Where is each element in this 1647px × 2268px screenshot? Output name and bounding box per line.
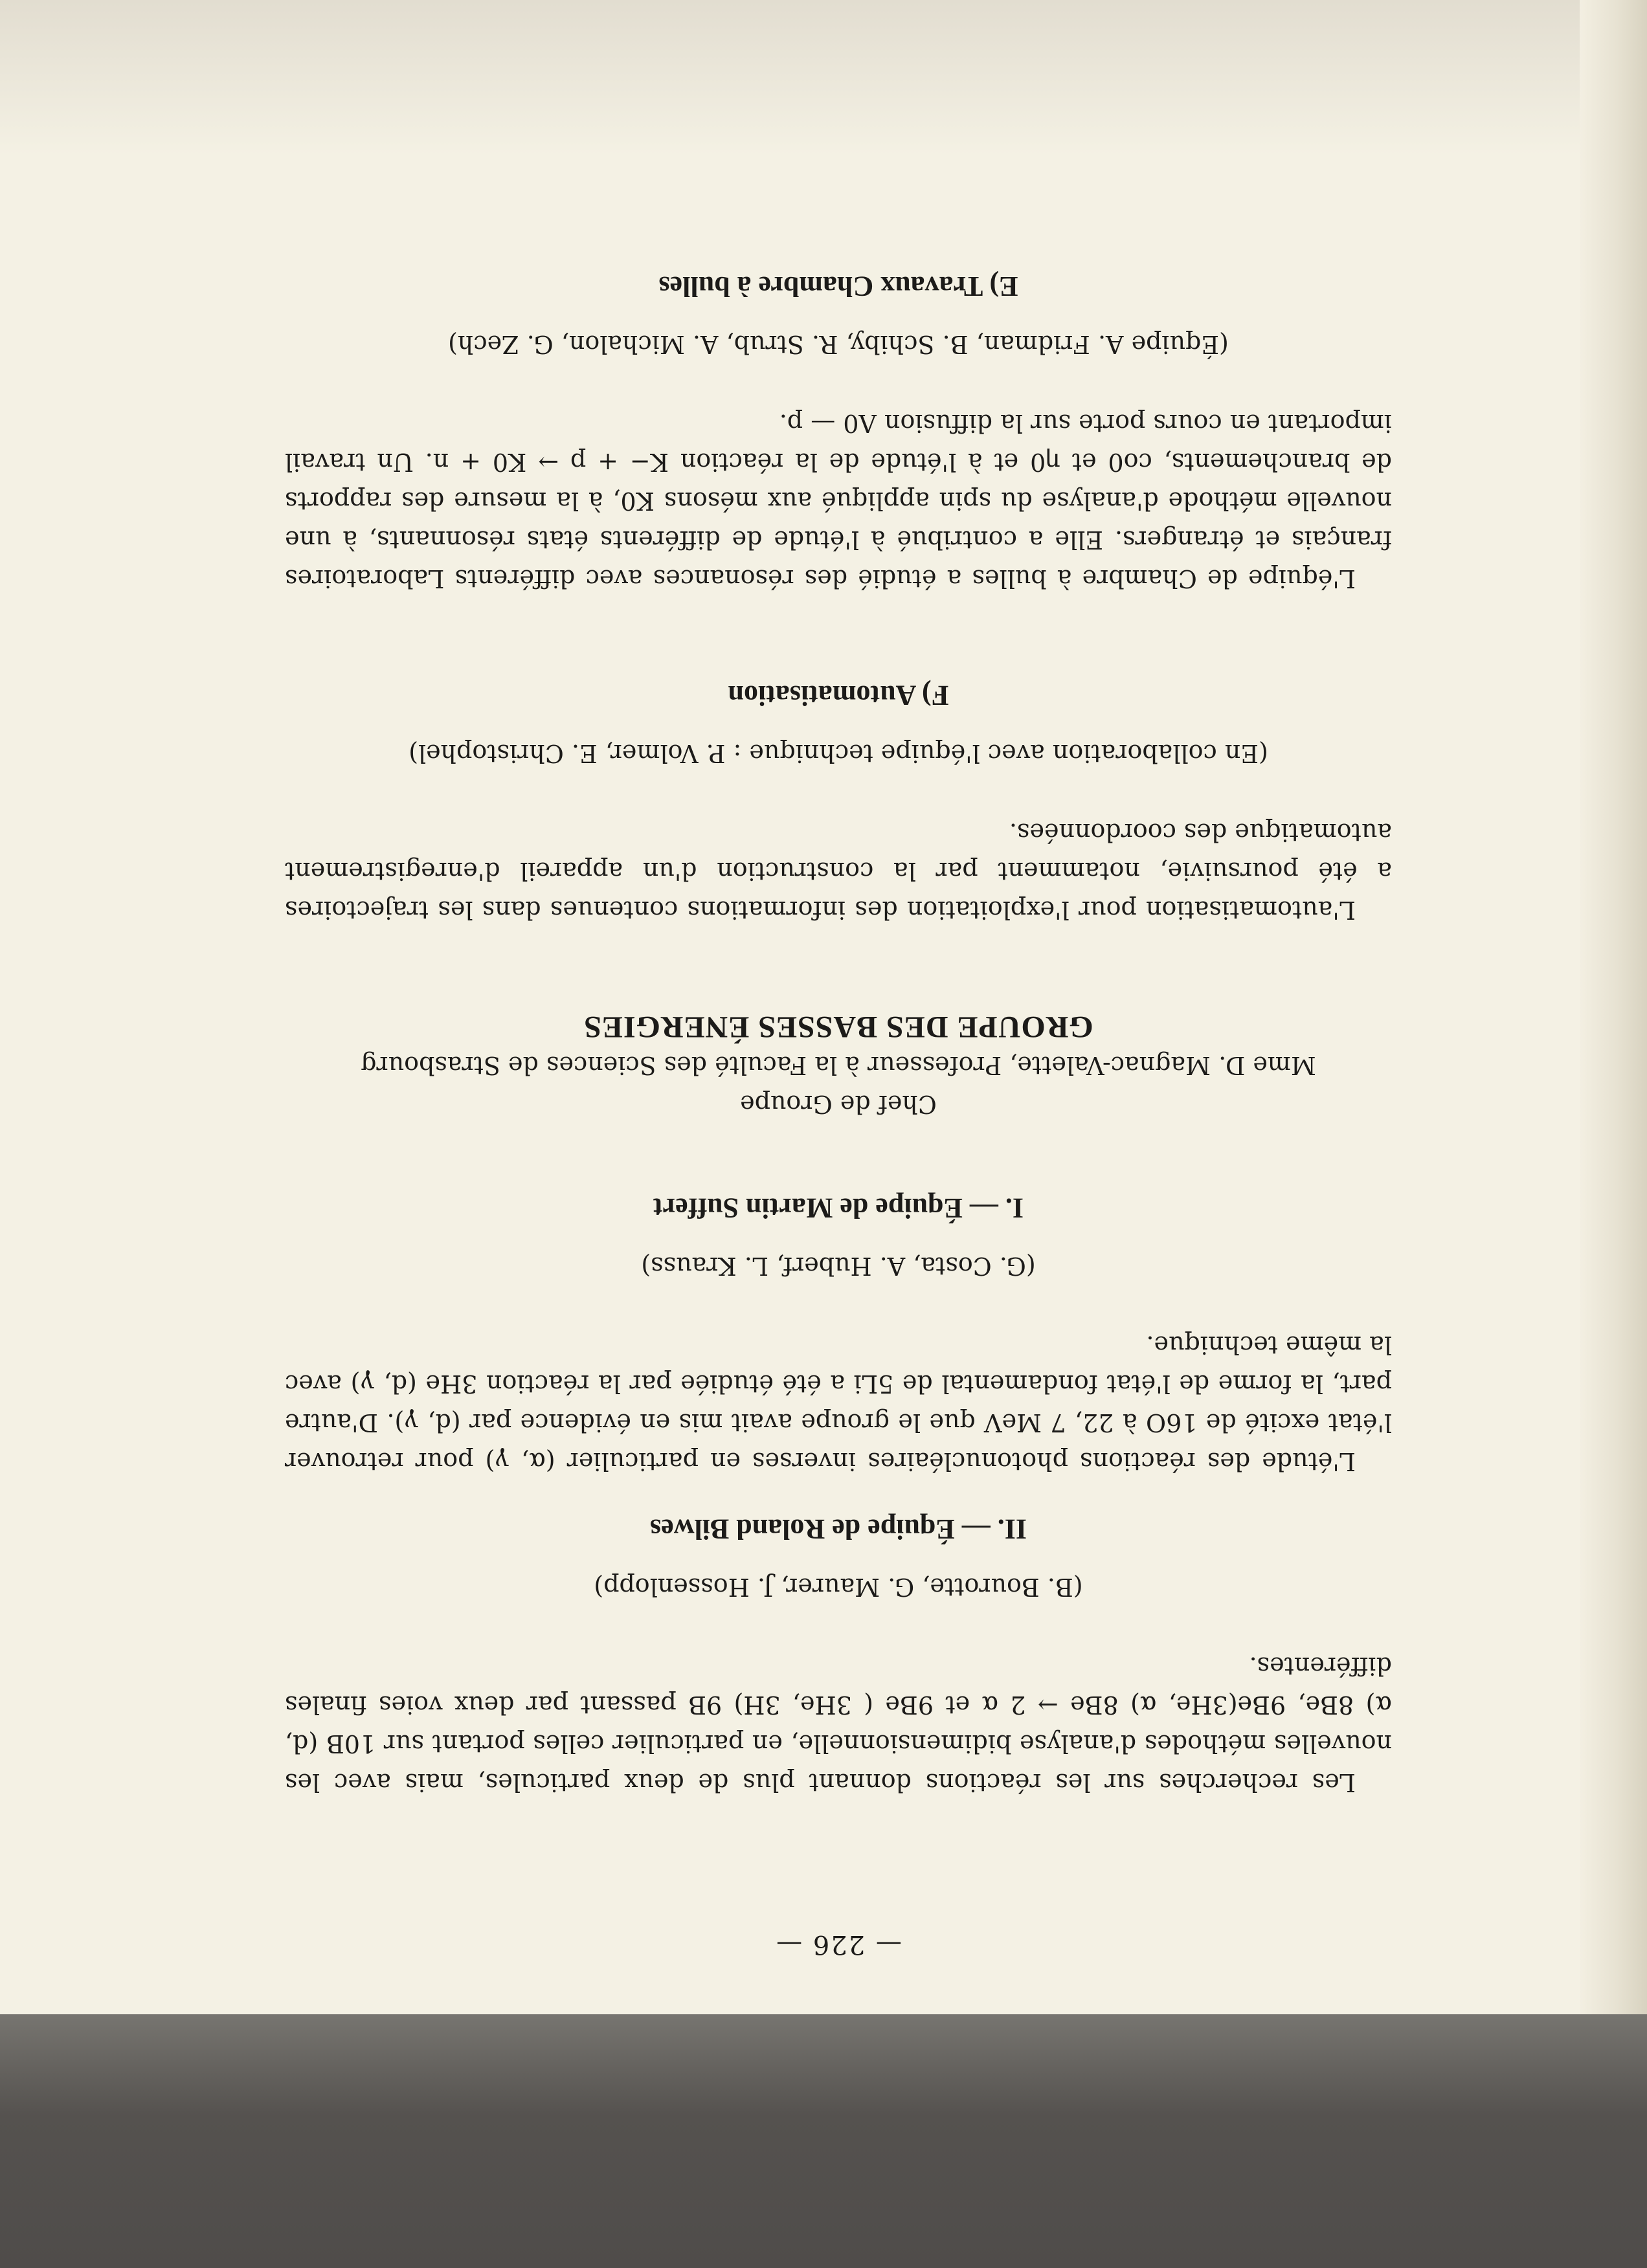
automation-paragraph: L'automatisation pour l'exploitation des informations contenues dans les trajectoires a été poursuivie, notamment par la construction d'un appareil d'enregistrement automatique des coordonnées. [285, 818, 1392, 924]
team2-paragraph: Les recherches sur les réactions donnant plus de deux particules, mais avec les nouvelles méthodes d'analyse bidimensionnelle, en particulier celles portant sur 10B (d, α) 8Be, 9Be(3He, α) 8Be → 2 α et 9Be ( 3He, 3H) 9B passant par deux voies finales différentes. [285, 1652, 1392, 1797]
team2-title: II. — Équipe de Roland Bilwes [650, 1513, 1027, 1545]
group-leader: Mme D. Magnac-Valette, Professeur à la Faculté des Sciences de Strasbourg [361, 1051, 1316, 1080]
team1-title: I. — Équipe de Martin Suffert [653, 1192, 1024, 1224]
page-content [285, 267, 1392, 1964]
team1-members: (G. Costa, A. Huberf, L. Krauss) [641, 1252, 1036, 1280]
team1-paragraph: L'étude des réactions photonucléaires inverses en particulier (α, γ) pour retrouver l'état excité de 16O à 22, 7 MeV que le groupe avait mis en évidence par (d, γ). D'autre part, la forme de l'état fondamental de 5Li a été étudiée par la réaction 3He (d, γ) avec la même technique. [285, 1331, 1392, 1476]
scanner-shadow [0, 2014, 1647, 2268]
team2-members: (B. Bourotte, G. Maurer, J. Hossenlopp) [594, 1573, 1083, 1601]
page-number: — 226 — [775, 1929, 902, 1959]
automation-title: F) Automatisation [728, 680, 949, 711]
bubble-chamber-team: (Équipe A. Fridman, B. Schiby, R. Strub, A. Michalon, G. Zech) [448, 330, 1229, 359]
automation-collab: (En collaboration avec l'équipe technique : P. Volmer, E. Christophel) [409, 739, 1268, 768]
group-title: GROUPE DES BASSES ÉNERGIES [583, 1010, 1093, 1044]
bubble-chamber-title: E) Travaux Chambre à bulles [658, 271, 1018, 302]
bubble-chamber-paragraph: L'équipe de Chambre à bulles a étudié des résonances avec différents Laboratoires français et étrangers. Elle a contribué à l'étude de différents états résonnants, à une nouvelle méthode d'analyse du spin appliqué aux mésons K0, à la mesure des rapports de branchements, co0 et η0 et à l'étude de la réaction K− + p → K0 + n. Un travail important en cours porte sur la diffusion Λ0 — p. [285, 409, 1392, 593]
group-leader-role: Chef de Groupe [740, 1090, 937, 1118]
